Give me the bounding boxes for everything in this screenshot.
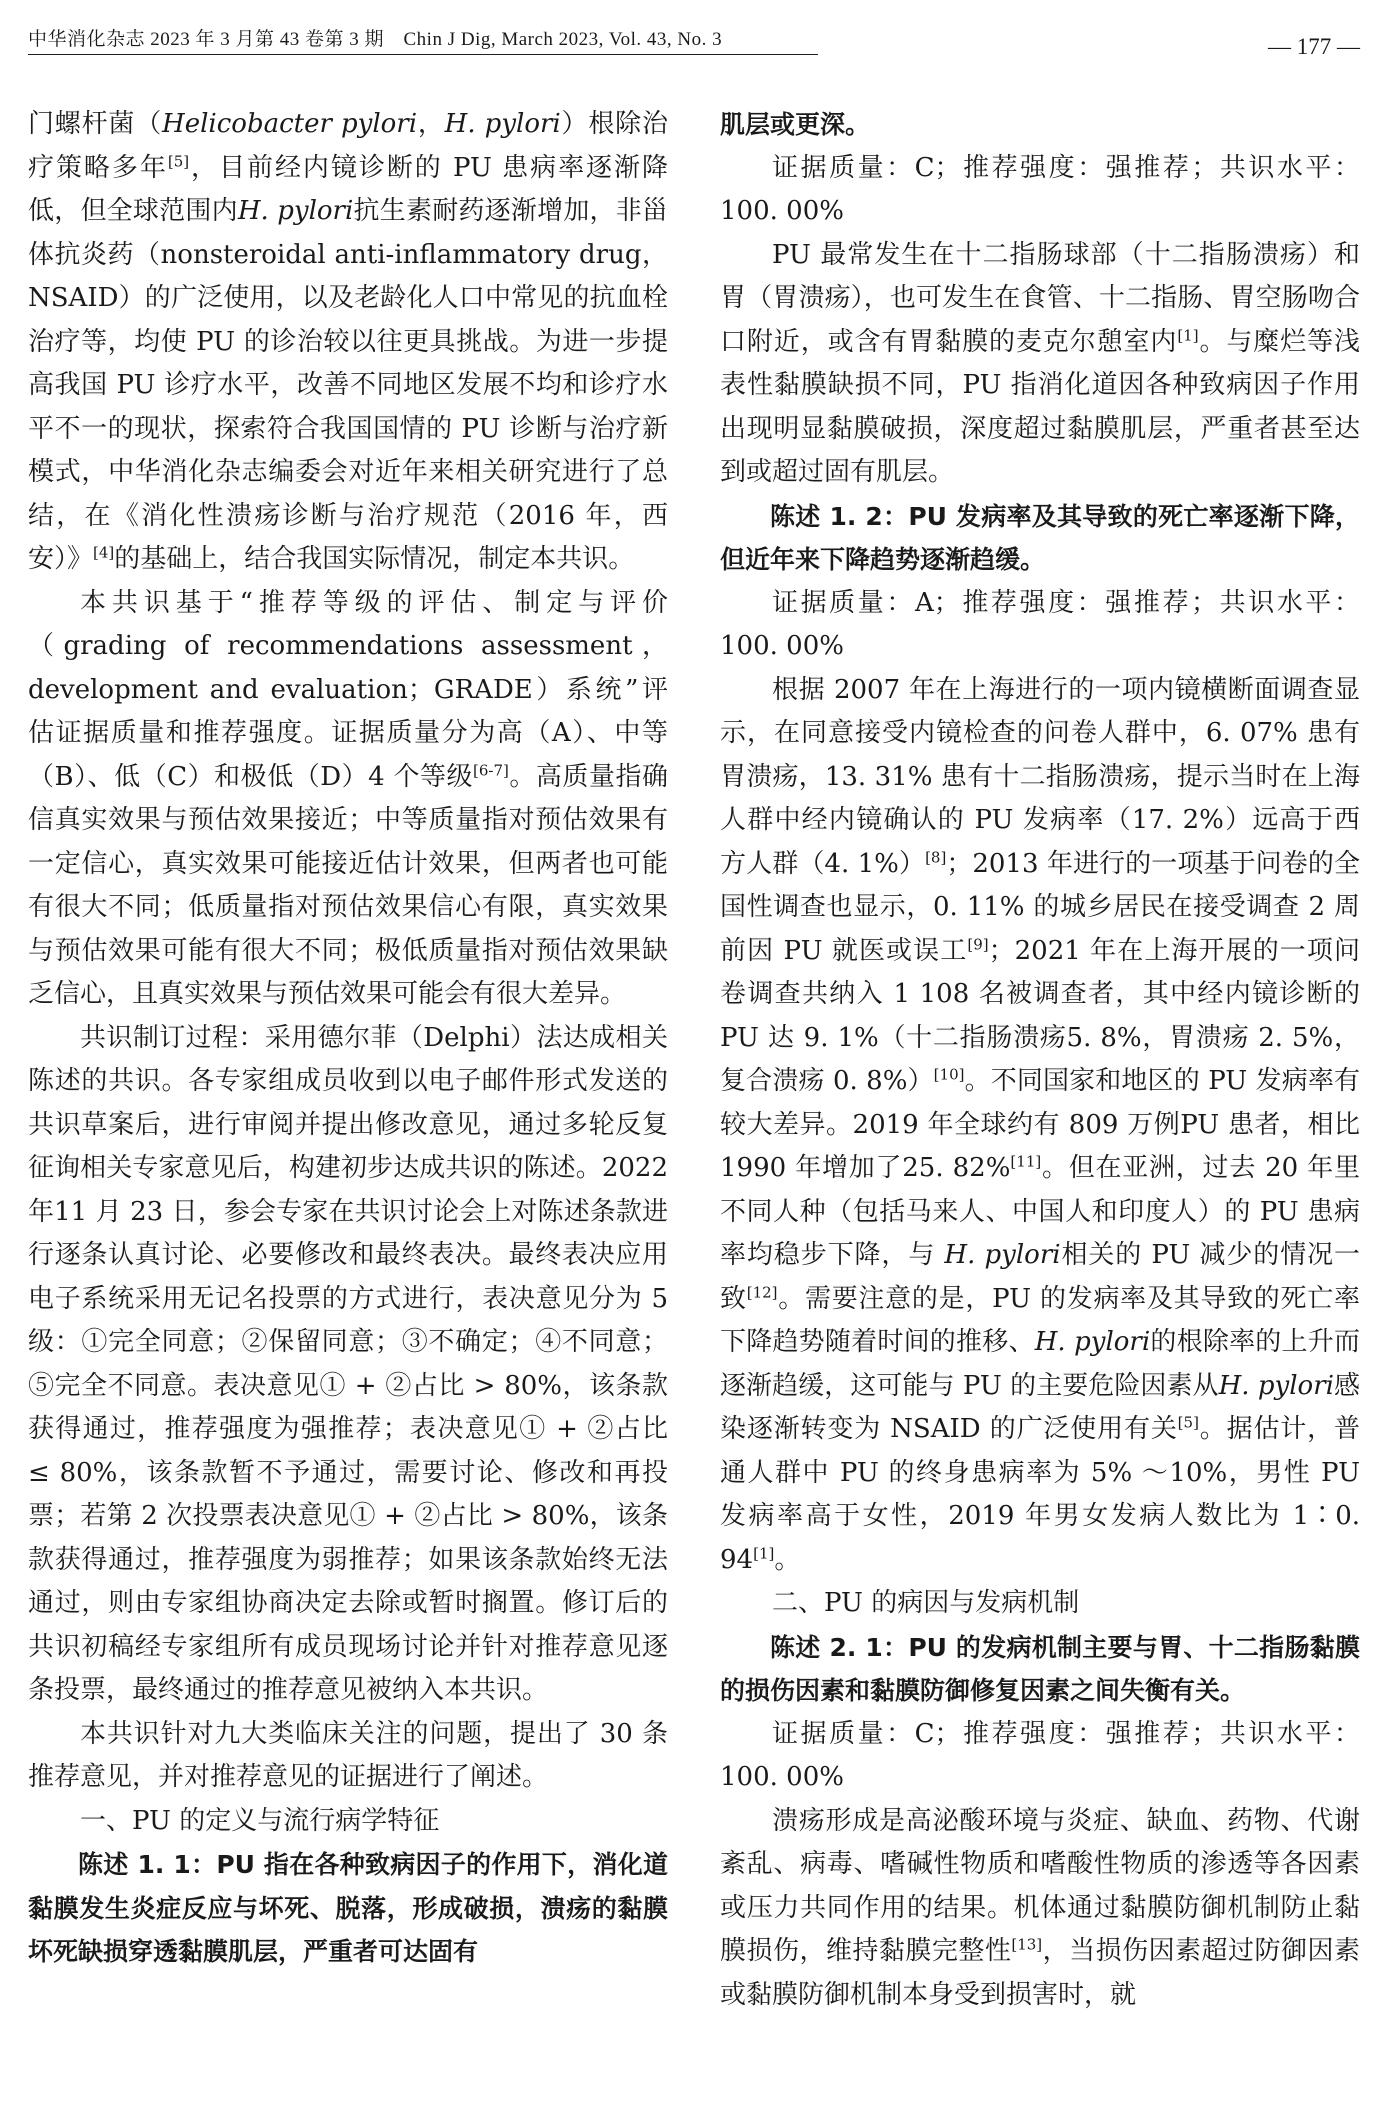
right-column [720, 103, 1360, 2017]
evidence-1-2: 证据质量：A；推荐强度：强推荐；共识水平：100. 00% [720, 587, 1360, 661]
statement-1-1: 陈述 1. 1：PU 指在各种致病因子的作用下，消化道黏膜发生炎症反应与坏死、脱落，形成破损，溃疡的黏膜坏死缺损穿透黏膜肌层，严重者可达固有 [28, 1850, 668, 1966]
section-heading-2: 二、PU 的病因与发病机制 [772, 1588, 1080, 1618]
page-number: — 177 — [1268, 34, 1360, 59]
paragraph-grade: 本共识基于“推荐等级的评估、制定与评价（grading of recommendations assessment，development and evaluation；GRADE）系统”评估证据质量和推荐强度。证据质量分为高（A）、中等（B）、低（C）和极低（D）4 个等级[6-7]。高质量指确信真实效果与预估效果接近；中等质量指对预估效果有一定信心，真实效果可能接近估计效果，但两者也可能有很大不同；低质量指对预估效果信心有限，真实效果与预估效果可能有很大不同；极低质量指对预估效果缺乏信心，且真实效果与预估效果可能会有很大差异。 [28, 587, 668, 1009]
statement-1-2: 陈述 1. 2：PU 发病率及其导致的死亡率逐渐下降，但近年来下降趋势逐渐趋缓。 [720, 501, 1360, 574]
evidence-1-1: 证据质量：C；推荐强度：强推荐；共识水平：100. 00% [720, 152, 1360, 226]
reference-mark: [1] [1177, 325, 1199, 344]
reference-mark: [10] [933, 1065, 965, 1084]
reference-mark: [1] [753, 1543, 775, 1562]
paragraph-pu-location: PU 最常发生在十二指肠球部（十二指肠溃疡）和胃（胃溃疡），也可发生在食管、十二指肠、胃空肠吻合口附近，或含有胃黏膜的麦克尔憩室内[1]。与糜烂等浅表性黏膜缺损不同，PU 指消化道因各种致病因子作用出现明显黏膜破损，深度超过黏膜肌层，严重者甚至达到或超过固有肌层。 [720, 239, 1360, 487]
paragraph-ulcer-formation: 溃疡形成是高泌酸环境与炎症、缺血、药物、代谢紊乱、病毒、嗜碱性物质和嗜酸性物质的渗透等各因素或压力共同作用的结果。机体通过黏膜防御机制防止黏膜损伤，维持黏膜完整性[13]，当损伤因素超过防御因素或黏膜防御机制本身受到损害时，就 [720, 1805, 1360, 2010]
paragraph-epidemiology: 根据 2007 年在上海进行的一项内镜横断面调查显示，在同意接受内镜检查的问卷人群中，6. 07% 患有胃溃疡，13. 31% 患有十二指肠溃疡，提示当时在上海人群中经内镜确认的 PU 发病率（17. 2%）远高于西方人群（4. 1%）[8]；2013 年进行的一项基于问卷的全国性调查也显示，0. 11% 的城乡居民在接受调查 2 周前因 PU 就医或误工[9]；2021 年在上海开展的一项问卷调查共纳入 1 108 名被调查者，其中经内镜诊断的 PU 达 9. 1%（十二指肠溃疡5. 8%，胃溃疡 2. 5%，复合溃疡 0. 8%）[10]。不同国家和地区的 PU 发病率有较大差异。2019 年全球约有 809 万例PU 患者，相比 1990 年增加了25. 82%[11]。但在亚洲，过去 20 年里不同人种（包括马来人、中国人和印度人）的 PU 患病率均稳步下降，与 H. pylori相关的 PU 减少的情况一致[12]。需要注意的是，PU 的发病率及其导致的死亡率下降趋势随着时间的推移、H. pylori的根除率的上升而逐渐趋缓，这可能与 PU 的主要危险因素从H. pylori感染逐渐转变为 NSAID 的广泛使用有关[5]。据估计，普通人群中 PU 的终身患病率为 5% ～10%，男性 PU 发病率高于女性，2019 年男女发病人数比为 1∶0. 94[1]。 [720, 674, 1361, 1575]
reference-mark: [4] [93, 543, 115, 562]
paragraph-intro: 门螺杆菌（Helicobacter pylori，H. pylori）根除治疗策略多年[5]，目前经内镜诊断的 PU 患病率逐渐降低，但全球范围内H. pylori抗生素耐药逐渐增加，非甾体抗炎药（nonsteroidal anti-inflammatory drug，NSAID）的广泛使用，以及老龄化人口中常见的抗血栓治疗等，均使 PU 的诊治较以往更具挑战。为进一步提高我国 PU 诊疗水平，改善不同地区发展不均和诊疗水平不一的现状，探索符合我国国情的 PU 诊断与治疗新模式，中华消化杂志编委会对近年来相关研究进行了总结，在《消化性溃疡诊断与治疗规范（2016 年，西安）》[4]的基础上，结合我国实际情况，制定本共识。 [28, 109, 668, 574]
paragraph-process: 共识制订过程：采用德尔菲（Delphi）法达成相关陈述的共识。各专家组成员收到以电子邮件形式发送的共识草案后，进行审阅并提出修改意见，通过多轮反复征询相关专家意见后，构建初步达成共识的陈述。2022 年11 月 23 日，参会专家在共识讨论会上对陈述条款进行逐条认真讨论、必要修改和最终表决。最终表决应用电子系统采用无记名投票的方式进行，表决意见分为 5 级：①完全同意；②保留同意；③不确定；④不同意；⑤完全不同意。表决意见① + ②占比 > 80%，该条款获得通过，推荐强度为强推荐；表决意见① + ②占比 ≤ 80%，该条款暂不予通过，需要讨论、修改和再投票；若第 2 次投票表决意见① + ②占比 > 80%，该条款获得通过，推荐强度为弱推荐；如果该条款始终无法通过，则由专家组协商决定去除或暂时搁置。修订后的共识初稿经专家组所有成员现场讨论并针对推荐意见逐条投票，最终通过的推荐意见被纳入本共识。 [28, 1022, 668, 1705]
statement-2-1: 陈述 2. 1：PU 的发病机制主要与胃、十二指肠黏膜的损伤因素和黏膜防御修复因素之间失衡有关。 [720, 1632, 1360, 1705]
running-header [28, 20, 1368, 60]
evidence-2-1: 证据质量：C；推荐强度：强推荐；共识水平：100. 00% [720, 1718, 1360, 1792]
section-heading-1: 一、PU 的定义与流行病学特征 [80, 1805, 440, 1836]
journal-citation: 中华消化杂志 2023 年 3 月第 43 卷第 3 期 Chin J Dig, March 2023, Vol. 43, No. 3 [28, 29, 723, 50]
left-column [28, 103, 668, 1974]
reference-mark: [5] [167, 151, 190, 170]
reference-mark: [11] [1010, 1152, 1042, 1171]
reference-mark: [13] [1011, 1935, 1043, 1954]
reference-mark: [6-7] [473, 760, 509, 779]
header-rule [28, 54, 818, 55]
reference-mark: [9] [967, 934, 989, 953]
reference-mark: [8] [925, 847, 947, 866]
reference-mark: [12] [746, 1282, 778, 1301]
reference-mark: [5] [1177, 1413, 1199, 1432]
paragraph-scope: 本共识针对九大类临床关注的问题，提出了 30 条推荐意见，并对推荐意见的证据进行了阐述。 [28, 1718, 668, 1792]
statement-1-1-continued: 肌层或更深。 [720, 110, 871, 139]
